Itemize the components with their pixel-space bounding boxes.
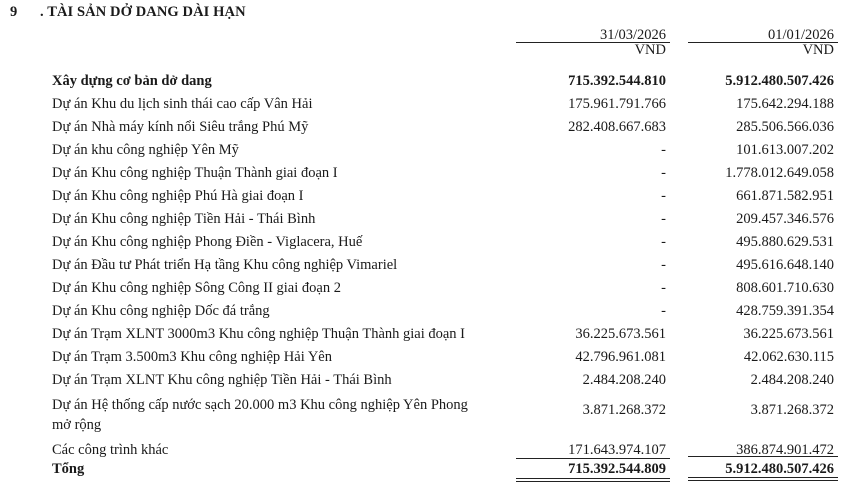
row-label: Dự án Trạm XLNT Khu công nghiệp Tiền Hải - Thái Bình xyxy=(52,372,392,388)
row-label: Các công trình khác xyxy=(52,442,169,458)
row-value-31-03-2026: 3.871.268.372 xyxy=(582,402,666,418)
table-row xyxy=(0,211,865,233)
subtotal-line-2 xyxy=(688,456,838,457)
row-value-31-03-2026: - xyxy=(661,234,666,250)
row-value-01-01-2026: 661.871.582.951 xyxy=(736,188,834,204)
row-label: Dự án khu công nghiệp Yên Mỹ xyxy=(52,142,239,158)
table-row-subtotal xyxy=(0,73,865,95)
table-row xyxy=(0,280,865,302)
row-value-31-03-2026: 42.796.961.081 xyxy=(575,349,666,365)
row-label: Dự án Hệ thống cấp nước sạch 20.000 m3 Khu công nghiệp Yên Phong mở rộng xyxy=(52,397,468,433)
row-label: Dự án Khu công nghiệp Phú Hà giai đoạn I xyxy=(52,188,304,204)
row-value-01-01-2026: 101.613.007.202 xyxy=(736,142,834,158)
row-value-31-03-2026: 282.408.667.683 xyxy=(568,119,666,135)
table-row xyxy=(0,372,865,394)
total-double-underline-2 xyxy=(688,477,838,481)
row-value-01-01-2026: 209.457.346.576 xyxy=(736,211,834,227)
column-header-unit-2: VND xyxy=(802,42,834,58)
row-value-01-01-2026: 175.642.294.188 xyxy=(736,96,834,112)
table-row xyxy=(0,188,865,210)
table-row xyxy=(0,395,865,439)
row-value-31-03-2026: - xyxy=(661,165,666,181)
total-label: Tổng xyxy=(52,461,85,477)
row-value-01-01-2026: 808.601.710.630 xyxy=(736,280,834,296)
row-value-31-03-2026: 2.484.208.240 xyxy=(582,372,666,388)
row-value-01-01-2026: 3.871.268.372 xyxy=(750,402,834,418)
row-label: Dự án Khu công nghiệp Phong Điền - Viglacera, Huế xyxy=(52,234,363,250)
table-row xyxy=(0,326,865,348)
column-header-date-1: 31/03/2026 xyxy=(599,27,666,43)
column-header-date-2: 01/01/2026 xyxy=(767,27,834,43)
table-row xyxy=(0,234,865,256)
row-value-01-01-2026: 42.062.630.115 xyxy=(743,349,834,365)
total-double-underline-1 xyxy=(516,478,670,482)
row-value-31-03-2026: 715.392.544.810 xyxy=(568,73,666,89)
row-label: Xây dựng cơ bản dở dang xyxy=(52,73,212,89)
table-row xyxy=(0,349,865,371)
column-header-unit-1: VND xyxy=(634,42,666,58)
row-label: Dự án Khu công nghiệp Sông Công II giai đoạn 2 xyxy=(52,280,341,296)
row-label: Dự án Khu công nghiệp Tiền Hải - Thái Bình xyxy=(52,211,316,227)
row-value-01-01-2026: 5.912.480.507.426 xyxy=(725,73,834,89)
total-value-31-03-2026: 715.392.544.809 xyxy=(568,461,666,477)
row-value-31-03-2026: - xyxy=(661,280,666,296)
total-value-01-01-2026: 5.912.480.507.426 xyxy=(725,461,834,477)
subtotal-line-1 xyxy=(516,458,670,459)
row-value-01-01-2026: 2.484.208.240 xyxy=(750,372,834,388)
row-value-31-03-2026: - xyxy=(661,188,666,204)
table-row xyxy=(0,142,865,164)
row-value-31-03-2026: 36.225.673.561 xyxy=(575,326,666,342)
table-row xyxy=(0,303,865,325)
row-label: Dự án Khu du lịch sinh thái cao cấp Vân Hải xyxy=(52,96,313,112)
row-value-31-03-2026: 171.643.974.107 xyxy=(568,442,666,458)
row-label: Dự án Trạm 3.500m3 Khu công nghiệp Hải Yên xyxy=(52,349,332,365)
row-value-31-03-2026: - xyxy=(661,211,666,227)
row-value-31-03-2026: - xyxy=(661,257,666,273)
row-label: Dự án Khu công nghiệp Thuận Thành giai đoạn I xyxy=(52,165,338,181)
row-value-01-01-2026: 428.759.391.354 xyxy=(736,303,834,319)
row-value-01-01-2026: 36.225.673.561 xyxy=(743,326,834,342)
row-label: Dự án Khu công nghiệp Dốc đá trắng xyxy=(52,303,270,319)
row-label: Dự án Nhà máy kính nổi Siêu trắng Phú Mỹ xyxy=(52,119,309,135)
section-number: 9 xyxy=(10,4,18,20)
row-value-01-01-2026: 495.880.629.531 xyxy=(736,234,834,250)
section-title: . TÀI SẢN DỞ DANG DÀI HẠN xyxy=(40,4,246,20)
table-row xyxy=(0,257,865,279)
row-value-31-03-2026: - xyxy=(661,142,666,158)
row-label: Dự án Đầu tư Phát triển Hạ tầng Khu công nghiệp Vimariel xyxy=(52,257,398,273)
table-row xyxy=(0,96,865,118)
row-value-01-01-2026: 386.874.901.472 xyxy=(736,442,834,458)
row-label: Dự án Trạm XLNT 3000m3 Khu công nghiệp Thuận Thành giai đoạn I xyxy=(52,326,466,342)
row-value-01-01-2026: 285.506.566.036 xyxy=(736,119,834,135)
row-value-01-01-2026: 1.778.012.649.058 xyxy=(725,165,834,181)
table-row xyxy=(0,119,865,141)
row-value-31-03-2026: - xyxy=(661,303,666,319)
row-value-31-03-2026: 175.961.791.766 xyxy=(568,96,666,112)
row-value-01-01-2026: 495.616.648.140 xyxy=(736,257,834,273)
table-row xyxy=(0,165,865,187)
